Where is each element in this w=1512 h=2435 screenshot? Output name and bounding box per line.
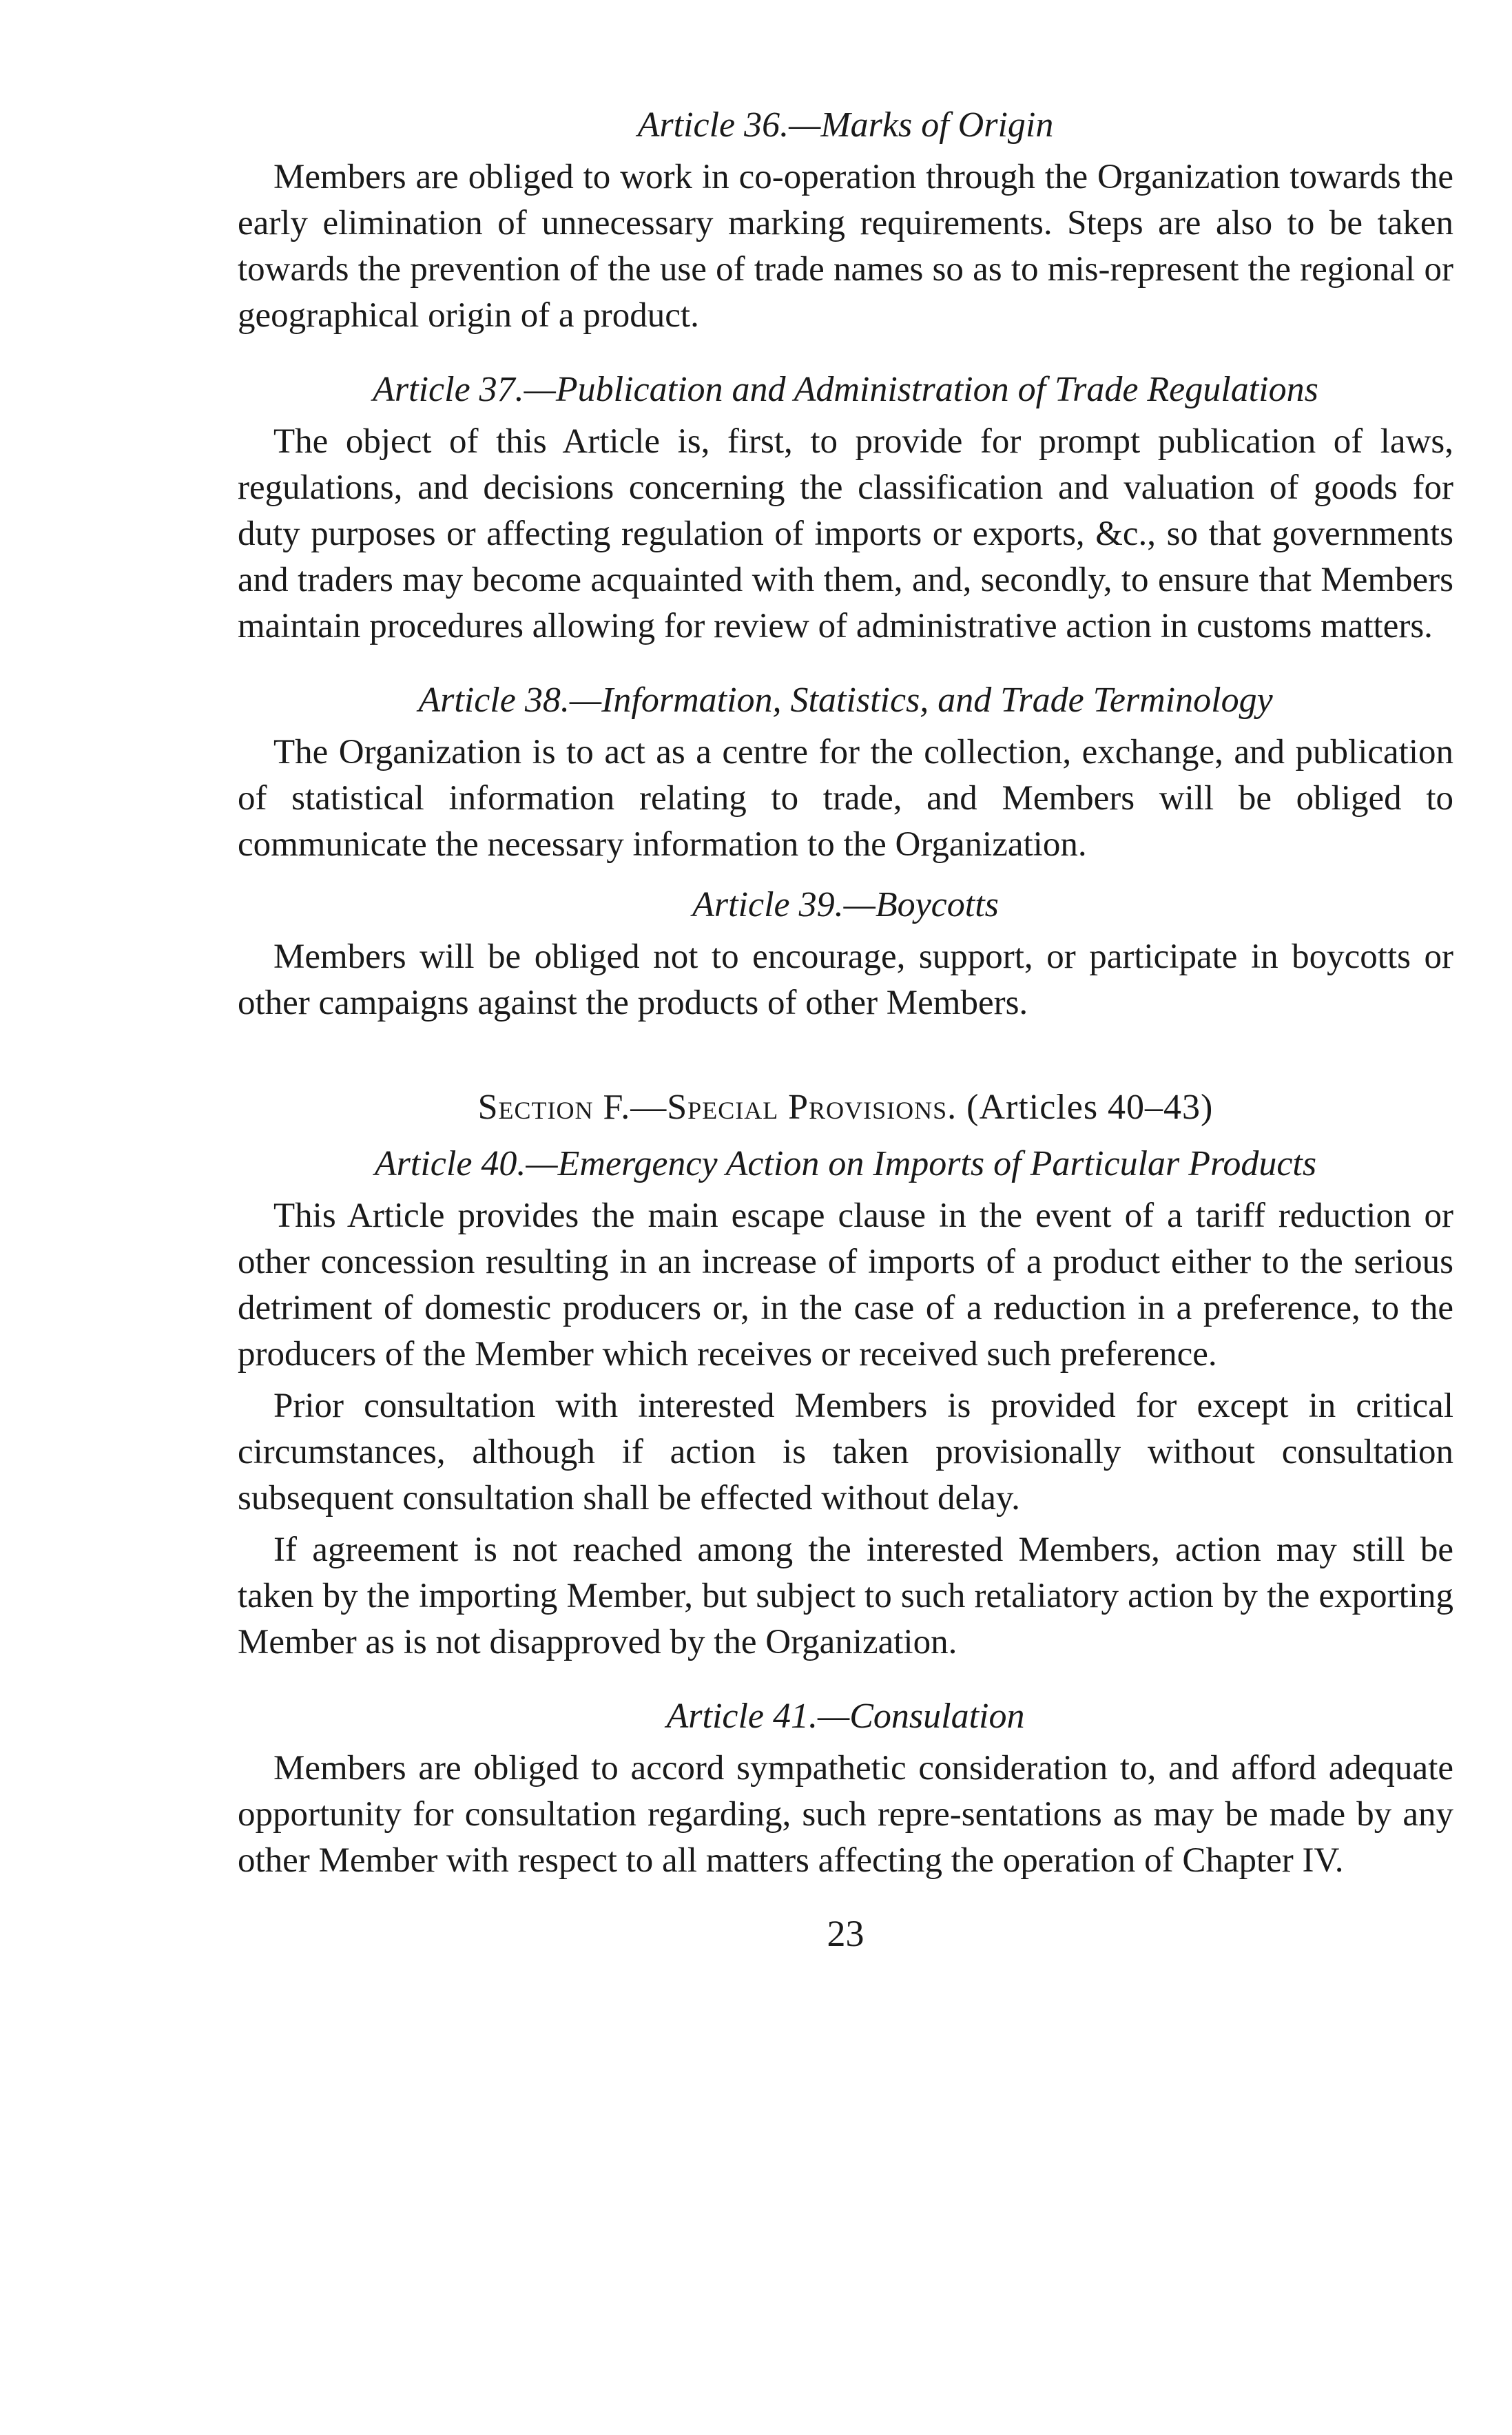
article-38 xyxy=(238,678,1453,868)
article-heading: Article 40.—Emergency Action on Imports of Particular Products xyxy=(374,1144,1317,1183)
article-heading: Article 41.—Consulation xyxy=(666,1697,1025,1736)
article-heading: Article 37.—Publication and Administration of Trade Regulations xyxy=(373,370,1318,409)
article-paragraph: This Article provides the main escape clause in the event of a tariff reduction or other concession resulting in an increase of imports of a product either to the serious detriment of domestic producers or, in the case of a reduction in a preference, to the producers of the Member which receives or received such preference. xyxy=(238,1196,1453,1374)
article-40 xyxy=(238,1142,1453,1666)
article-paragraph: The Organization is to act as a centre for the collection, exchange, and publication of statistical information relating to trade, and Members will be obliged to communicate the necessary information to the Organization. xyxy=(238,733,1453,864)
section-range: (Articles 40–43) xyxy=(966,1088,1214,1127)
article-heading: Article 39.—Boycotts xyxy=(692,885,999,924)
article-paragraph: Members are obliged to work in co-operation through the Organization towards the early elimination of unnecessary marking requirements. Steps are also to be taken towards the prevention of the use of trade names so as to mis-represent the regional or geographical origin of a product. xyxy=(238,158,1453,335)
article-36 xyxy=(238,103,1453,339)
article-heading: Article 36.—Marks of Origin xyxy=(637,105,1054,145)
article-paragraph: The object of this Article is, first, to provide for prompt publication of laws, regulations, and decisions concerning the classification and valuation of goods for duty purposes or affecting regulation of imports or exports, &c., so that governments and traders may become acquainted with them, and, secondly, to ensure that Members maintain procedures allowing for review of administrative action in customs matters. xyxy=(238,422,1453,645)
article-41 xyxy=(238,1695,1453,1884)
section-title-text: Section F.—Special Provisions. xyxy=(477,1088,957,1127)
article-heading: Article 38.—Information, Statistics, and Trade Terminology xyxy=(418,681,1273,720)
article-paragraph: Prior consultation with interested Members is provided for except in critical circumstances, although if action is taken provisionally without consultation subsequent consultation shall be effected without delay. xyxy=(238,1387,1453,1517)
page-number: 23 xyxy=(827,1913,864,1954)
article-paragraph: If agreement is not reached among the interested Members, action may still be taken by the importing Member, but subject to such retaliatory action by the exporting Member as is not disapproved by the Organization. xyxy=(238,1531,1453,1661)
section-title xyxy=(238,1086,1453,1130)
document-page xyxy=(238,103,1453,1956)
article-39 xyxy=(238,883,1453,1026)
article-37 xyxy=(238,368,1453,650)
article-paragraph: Members will be obliged not to encourage, support, or participate in boycotts or other campaigns against the products of other Members. xyxy=(238,937,1453,1022)
article-paragraph: Members are obliged to accord sympathetic consideration to, and afford adequate opportunity for consultation regarding, such repre-sentations as may be made by any other Member with respect to all matters affecting the operation of Chapter IV. xyxy=(238,1749,1453,1880)
